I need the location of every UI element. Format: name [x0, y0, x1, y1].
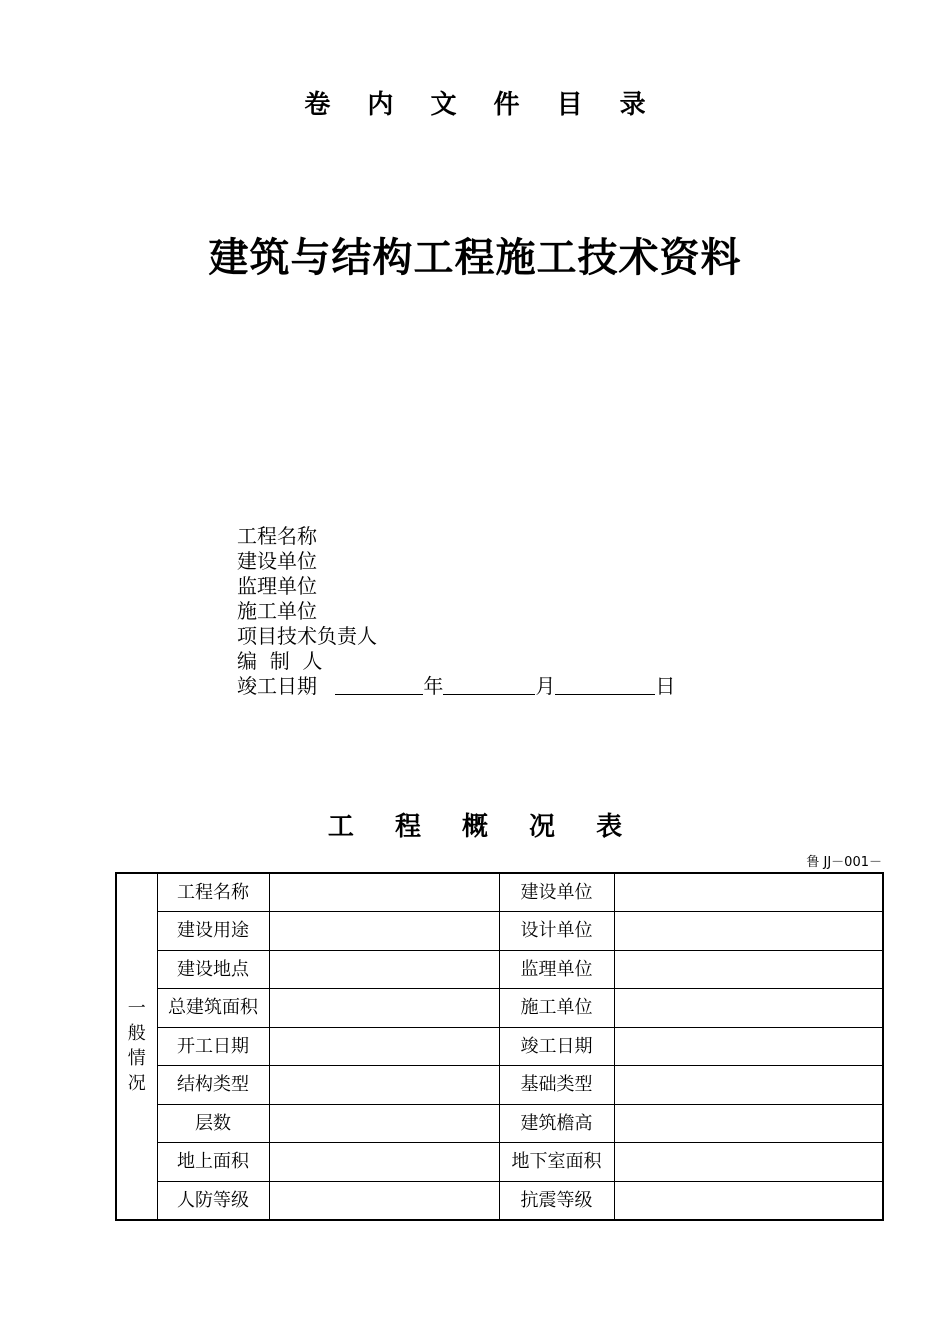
left-field-value[interactable]	[269, 873, 499, 912]
table-row	[116, 1181, 883, 1220]
right-field-value[interactable]	[614, 912, 883, 951]
overview-table-title: 工 程 概 况 表	[327, 812, 639, 842]
left-field-label: 开工日期	[157, 1027, 269, 1066]
right-field-value[interactable]	[614, 989, 883, 1028]
table-row	[116, 1104, 883, 1143]
left-field-value[interactable]	[269, 912, 499, 951]
right-field-label: 竣工日期	[499, 1027, 614, 1066]
left-field-label: 工程名称	[157, 873, 269, 912]
left-field-label: 结构类型	[157, 1066, 269, 1105]
project-name-row	[237, 524, 675, 549]
table-row	[116, 1066, 883, 1105]
document-main-title: 建筑与结构工程施工技术资料	[208, 234, 742, 281]
right-field-label: 施工单位	[499, 989, 614, 1028]
year-label: 年	[423, 674, 444, 698]
right-field-value[interactable]	[614, 1066, 883, 1105]
month-blank[interactable]	[443, 674, 535, 695]
left-field-label: 人防等级	[157, 1181, 269, 1220]
group-label-char: 一	[127, 998, 146, 1020]
month-label: 月	[535, 674, 556, 698]
year-blank[interactable]	[335, 674, 423, 695]
compiler-row	[237, 649, 675, 674]
construction-unit-row	[237, 549, 675, 574]
left-field-value[interactable]	[269, 1143, 499, 1182]
construction-unit-label: 建设单位	[237, 549, 317, 573]
form-code: 鲁 JJ－001－	[806, 855, 882, 870]
supervision-unit-label: 监理单位	[237, 574, 317, 598]
contractor-row	[237, 599, 675, 624]
day-blank[interactable]	[555, 674, 655, 695]
left-field-value[interactable]	[269, 1104, 499, 1143]
right-field-value[interactable]	[614, 1104, 883, 1143]
table-row	[116, 912, 883, 951]
project-name-label: 工程名称	[237, 524, 317, 548]
table-row	[116, 1143, 883, 1182]
supervision-unit-row	[237, 574, 675, 599]
volume-directory-title: 卷 内 文 件 目 录	[304, 90, 660, 120]
left-field-label: 建设用途	[157, 912, 269, 951]
right-field-label: 建筑檐高	[499, 1104, 614, 1143]
right-field-label: 监理单位	[499, 950, 614, 989]
table-row	[116, 873, 883, 912]
left-field-label: 地上面积	[157, 1143, 269, 1182]
table-row	[116, 989, 883, 1028]
left-field-value[interactable]	[269, 989, 499, 1028]
compiler-label: 编 制 人	[237, 649, 323, 673]
completion-date-label: 竣工日期	[237, 674, 317, 698]
right-field-value[interactable]	[614, 950, 883, 989]
table-row	[116, 950, 883, 989]
right-field-value[interactable]	[614, 873, 883, 912]
right-field-value[interactable]	[614, 1143, 883, 1182]
right-field-label: 基础类型	[499, 1066, 614, 1105]
technical-lead-label: 项目技术负责人	[237, 624, 377, 648]
right-field-label: 抗震等级	[499, 1181, 614, 1220]
project-info-block	[237, 524, 675, 699]
technical-lead-row	[237, 624, 675, 649]
left-field-value[interactable]	[269, 1027, 499, 1066]
group-label-char: 况	[127, 1073, 146, 1095]
right-field-value[interactable]	[614, 1027, 883, 1066]
left-field-label: 建设地点	[157, 950, 269, 989]
left-field-label: 层数	[157, 1104, 269, 1143]
left-field-value[interactable]	[269, 1181, 499, 1220]
left-field-value[interactable]	[269, 1066, 499, 1105]
left-field-value[interactable]	[269, 950, 499, 989]
general-situation-group-label	[116, 873, 157, 1220]
right-field-value[interactable]	[614, 1181, 883, 1220]
group-label-char: 般	[127, 1023, 146, 1045]
right-field-label: 地下室面积	[499, 1143, 614, 1182]
table-row	[116, 1027, 883, 1066]
day-label: 日	[655, 674, 676, 698]
left-field-label: 总建筑面积	[157, 989, 269, 1028]
contractor-label: 施工单位	[237, 599, 317, 623]
completion-date-row	[237, 674, 675, 699]
right-field-label: 建设单位	[499, 873, 614, 912]
project-overview-table	[115, 872, 884, 1221]
right-field-label: 设计单位	[499, 912, 614, 951]
group-label-char: 情	[127, 1048, 146, 1070]
